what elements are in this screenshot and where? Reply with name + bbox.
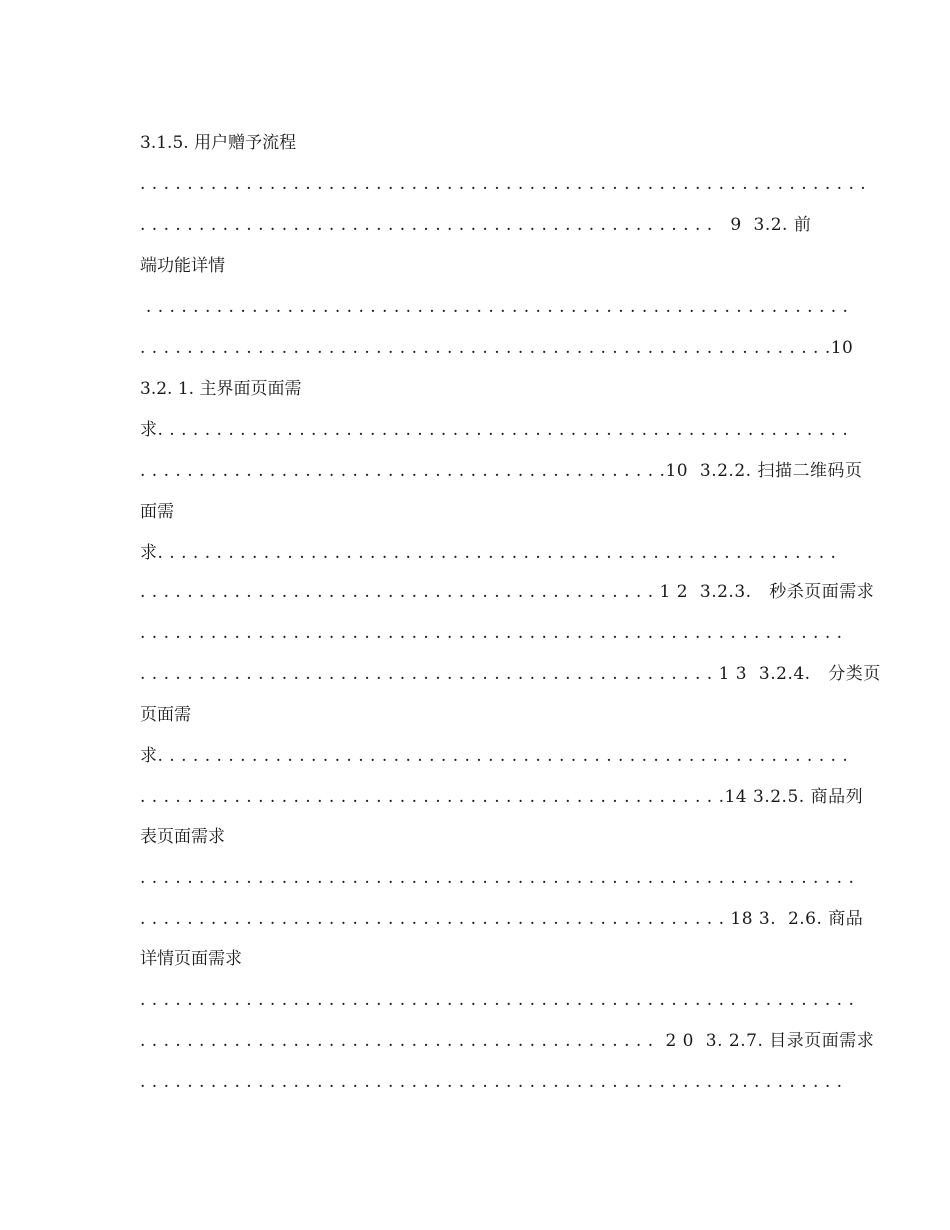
toc-leader-dots: . . . . . . . . . . . . . . . . . . . . . . . . . . . . . . . . . . . . . . . . . . . . . . . . . . . . . . . . . . .10 bbox=[140, 338, 854, 358]
toc-leader-dots: . . . . . . . . . . . . . . . . . . . . . . . . . . . . . . . . . . . . . . . . . . . . . . . . . 1 3 3.2.4. 分类页 bbox=[140, 664, 881, 684]
toc-leader-dots: . . . . . . . . . . . . . . . . . . . . . . . . . . . . . . . . . . . . . . . . . . . . 2 0 3. 2.7. 目录页面需求 bbox=[140, 1031, 875, 1051]
toc-leader-dots: . . . . . . . . . . . . . . . . . . . . . . . . . . . . . . . . . . . . . . . . . . . . . . . . . . 18 3. 2.6. 商品 bbox=[140, 909, 864, 929]
toc-entry: 端功能详情 bbox=[140, 256, 225, 276]
toc-entry: 表页面需求 bbox=[140, 827, 225, 847]
toc-leader-dots: . . . . . . . . . . . . . . . . . . . . . . . . . . . . . . . . . . . . . . . . . . . . . . . . . . . . . . . . . . . . bbox=[140, 1072, 843, 1092]
toc-entry: 页面需 bbox=[140, 705, 191, 725]
toc-entry: 详情页面需求 bbox=[140, 949, 242, 969]
toc-leader-dots: . . . . . . . . . . . . . . . . . . . . . . . . . . . . . . . . . . . . . . . . . . . . . . . . . . . . . . . . . . . . . . bbox=[140, 174, 867, 194]
toc-leader-dots: . . . . . . . . . . . . . . . . . . . . . . . . . . . . . . . . . . . . . . . . . . . . .10 3.2.2. 扫描二维码页 bbox=[140, 461, 863, 481]
toc-entry: 3.2. 1. 主界面页面需 bbox=[140, 379, 302, 399]
toc-leader-dots: 求. . . . . . . . . . . . . . . . . . . . . . . . . . . . . . . . . . . . . . . . . . . . . . . . . . . . . . . . . . . bbox=[140, 746, 849, 766]
toc-leader-dots: . . . . . . . . . . . . . . . . . . . . . . . . . . . . . . . . . . . . . . . . . . . . . . . . . . . . . . . . . . . . bbox=[140, 623, 843, 643]
toc-leader-dots: . . . . . . . . . . . . . . . . . . . . . . . . . . . . . . . . . . . . . . . . . . . . . . . . . . . . . . . . . . . . . bbox=[140, 990, 855, 1010]
toc-leader-dots: 求. . . . . . . . . . . . . . . . . . . . . . . . . . . . . . . . . . . . . . . . . . . . . . . . . . . . . . . . . . bbox=[140, 543, 837, 563]
toc-leader-dots: . . . . . . . . . . . . . . . . . . . . . . . . . . . . . . . . . . . . . . . . . . . . . . . . . . . . . . . . . . . . bbox=[140, 297, 849, 317]
toc-entry: 3.1.5. 用户赠予流程 bbox=[140, 133, 297, 153]
toc-leader-dots: . . . . . . . . . . . . . . . . . . . . . . . . . . . . . . . . . . . . . . . . . . . . . . . . . .14 3.2.5. 商品列 bbox=[140, 787, 864, 807]
toc-leader-dots: . . . . . . . . . . . . . . . . . . . . . . . . . . . . . . . . . . . . . . . . . . . . 1 2 3.2.3. 秒杀页面需求 bbox=[140, 582, 875, 602]
toc-leader-dots: 求. . . . . . . . . . . . . . . . . . . . . . . . . . . . . . . . . . . . . . . . . . . . . . . . . . . . . . . . . . . bbox=[140, 420, 849, 440]
toc-leader-dots: . . . . . . . . . . . . . . . . . . . . . . . . . . . . . . . . . . . . . . . . . . . . . . . . . . . . . . . . . . . . . bbox=[140, 868, 855, 888]
toc-leader-dots: . . . . . . . . . . . . . . . . . . . . . . . . . . . . . . . . . . . . . . . . . . . . . . . . . 9 3.2. 前 bbox=[140, 215, 812, 235]
toc-entry: 面需 bbox=[140, 502, 174, 522]
